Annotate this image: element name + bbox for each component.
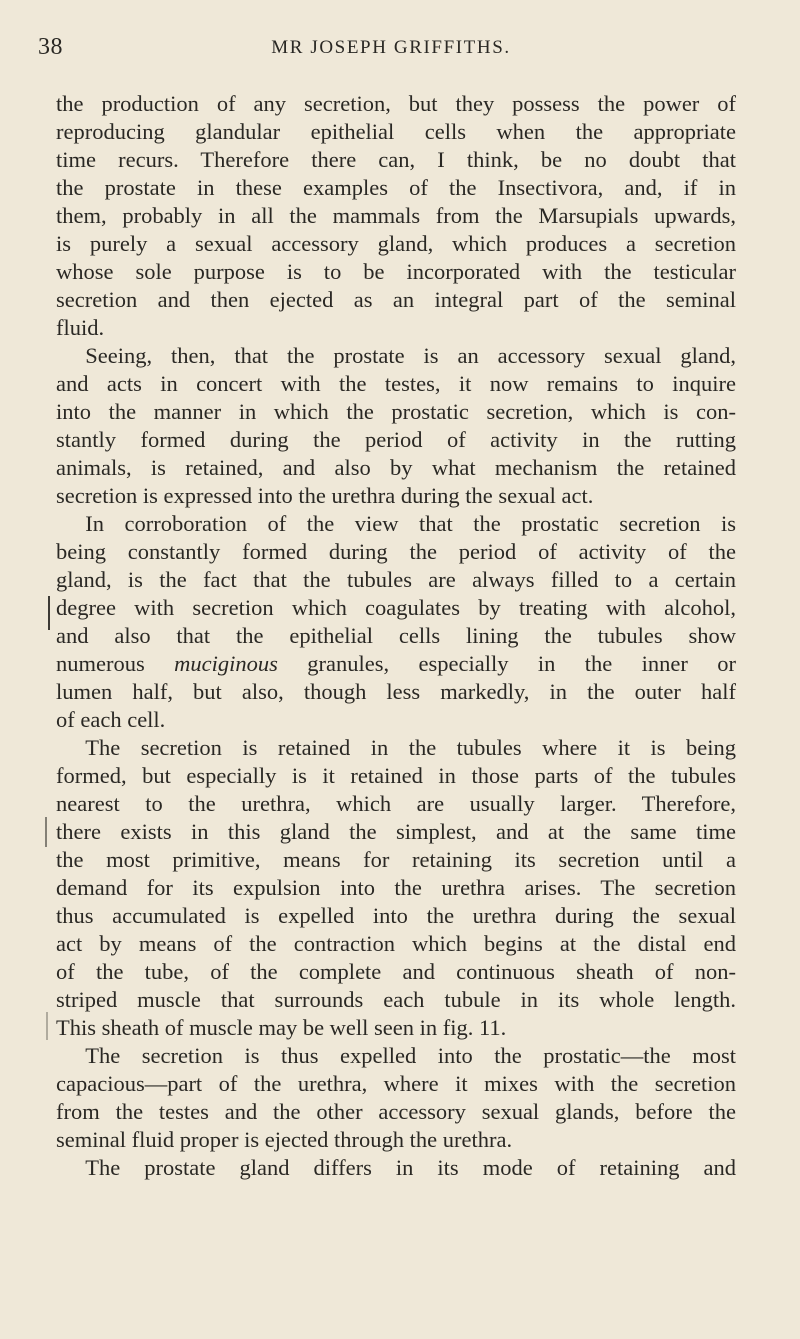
text-line: into the manner in which the prostatic secretion, which is con- xyxy=(56,399,736,424)
text-line: The secretion is retained in the tubules where it is being xyxy=(85,735,736,760)
text-line: being constantly formed during the period of activity of the xyxy=(56,539,736,564)
page-number: 38 xyxy=(38,34,63,60)
text-line: there exists in this gland the simplest, and at the same time xyxy=(56,819,736,844)
text-line: The secretion is thus expelled into the prostatic—the most xyxy=(85,1043,736,1068)
text-line: time recurs. Therefore there can, I think, be no doubt that xyxy=(56,147,736,172)
text-line xyxy=(56,650,736,678)
text-line: whose sole purpose is to be incorporated with the testicular xyxy=(56,259,736,284)
text-line: gland, is the fact that the tubules are always filled to a certain xyxy=(56,567,736,592)
text-line: fluid. xyxy=(56,315,105,340)
text-line: stantly formed during the period of activity in the rutting xyxy=(56,427,736,452)
text-line: Seeing, then, that the prostate is an accessory sexual gland, xyxy=(85,343,736,368)
text-line: the most primitive, means for retaining its secretion until a xyxy=(56,847,736,872)
text-line: the prostate in these examples of the Insectivora, and, if in xyxy=(56,175,736,200)
text-line: striped muscle that surrounds each tubule in its whole length. xyxy=(56,987,736,1012)
text-line: animals, is retained, and also by what mechanism the retained xyxy=(56,455,736,480)
text-line: formed, but especially is it retained in those parts of the tubules xyxy=(56,763,736,788)
text-line: and also that the epithelial cells lining the tubules show xyxy=(56,623,736,648)
italic-term: muciginous xyxy=(174,651,278,676)
text-line: seminal fluid proper is ejected through the urethra. xyxy=(56,1127,513,1152)
text-line: the production of any secretion, but they possess the power of xyxy=(56,91,736,116)
text-line: lumen half, but also, though less markedly, in the outer half xyxy=(56,679,736,704)
text-line: reproducing glandular epithelial cells when the appropriate xyxy=(56,119,736,144)
text-line: and acts in concert with the testes, it now remains to inquire xyxy=(56,371,736,396)
margin-mark xyxy=(48,596,50,630)
text-line: This sheath of muscle may be well seen in fig. 11. xyxy=(56,1015,507,1040)
text-line: of the tube, of the complete and continuous sheath of non- xyxy=(56,959,736,984)
body-text xyxy=(56,90,736,1182)
text-fragment: granules, especially in the inner or xyxy=(277,651,736,676)
text-line: capacious—part of the urethra, where it mixes with the secretion xyxy=(56,1071,736,1096)
text-fragment: numerous xyxy=(56,651,175,676)
text-line: demand for its expulsion into the urethra arises. The secretion xyxy=(56,875,736,900)
page-header xyxy=(38,34,744,64)
text-line: is purely a sexual accessory gland, which produces a secretion xyxy=(56,231,736,256)
margin-mark xyxy=(46,1012,48,1040)
text-line: them, probably in all the mammals from the Marsupials upwards, xyxy=(56,203,736,228)
text-line: of each cell. xyxy=(56,707,166,732)
text-line: secretion is expressed into the urethra during the sexual act. xyxy=(56,483,594,508)
text-line: nearest to the urethra, which are usually larger. Therefore, xyxy=(56,791,736,816)
text-line: from the testes and the other accessory sexual glands, before the xyxy=(56,1099,736,1124)
text-line: degree with secretion which coagulates by treating with alcohol, xyxy=(56,595,736,620)
text-line: thus accumulated is expelled into the urethra during the sexual xyxy=(56,903,736,928)
running-head: MR JOSEPH GRIFFITHS. xyxy=(271,37,511,58)
text-line: secretion and then ejected as an integral part of the seminal xyxy=(56,287,736,312)
text-line: act by means of the contraction which begins at the distal end xyxy=(56,931,736,956)
margin-mark xyxy=(45,817,47,847)
text-line: The prostate gland differs in its mode of retaining and xyxy=(85,1155,736,1180)
text-line: In corroboration of the view that the prostatic secretion is xyxy=(85,511,736,536)
